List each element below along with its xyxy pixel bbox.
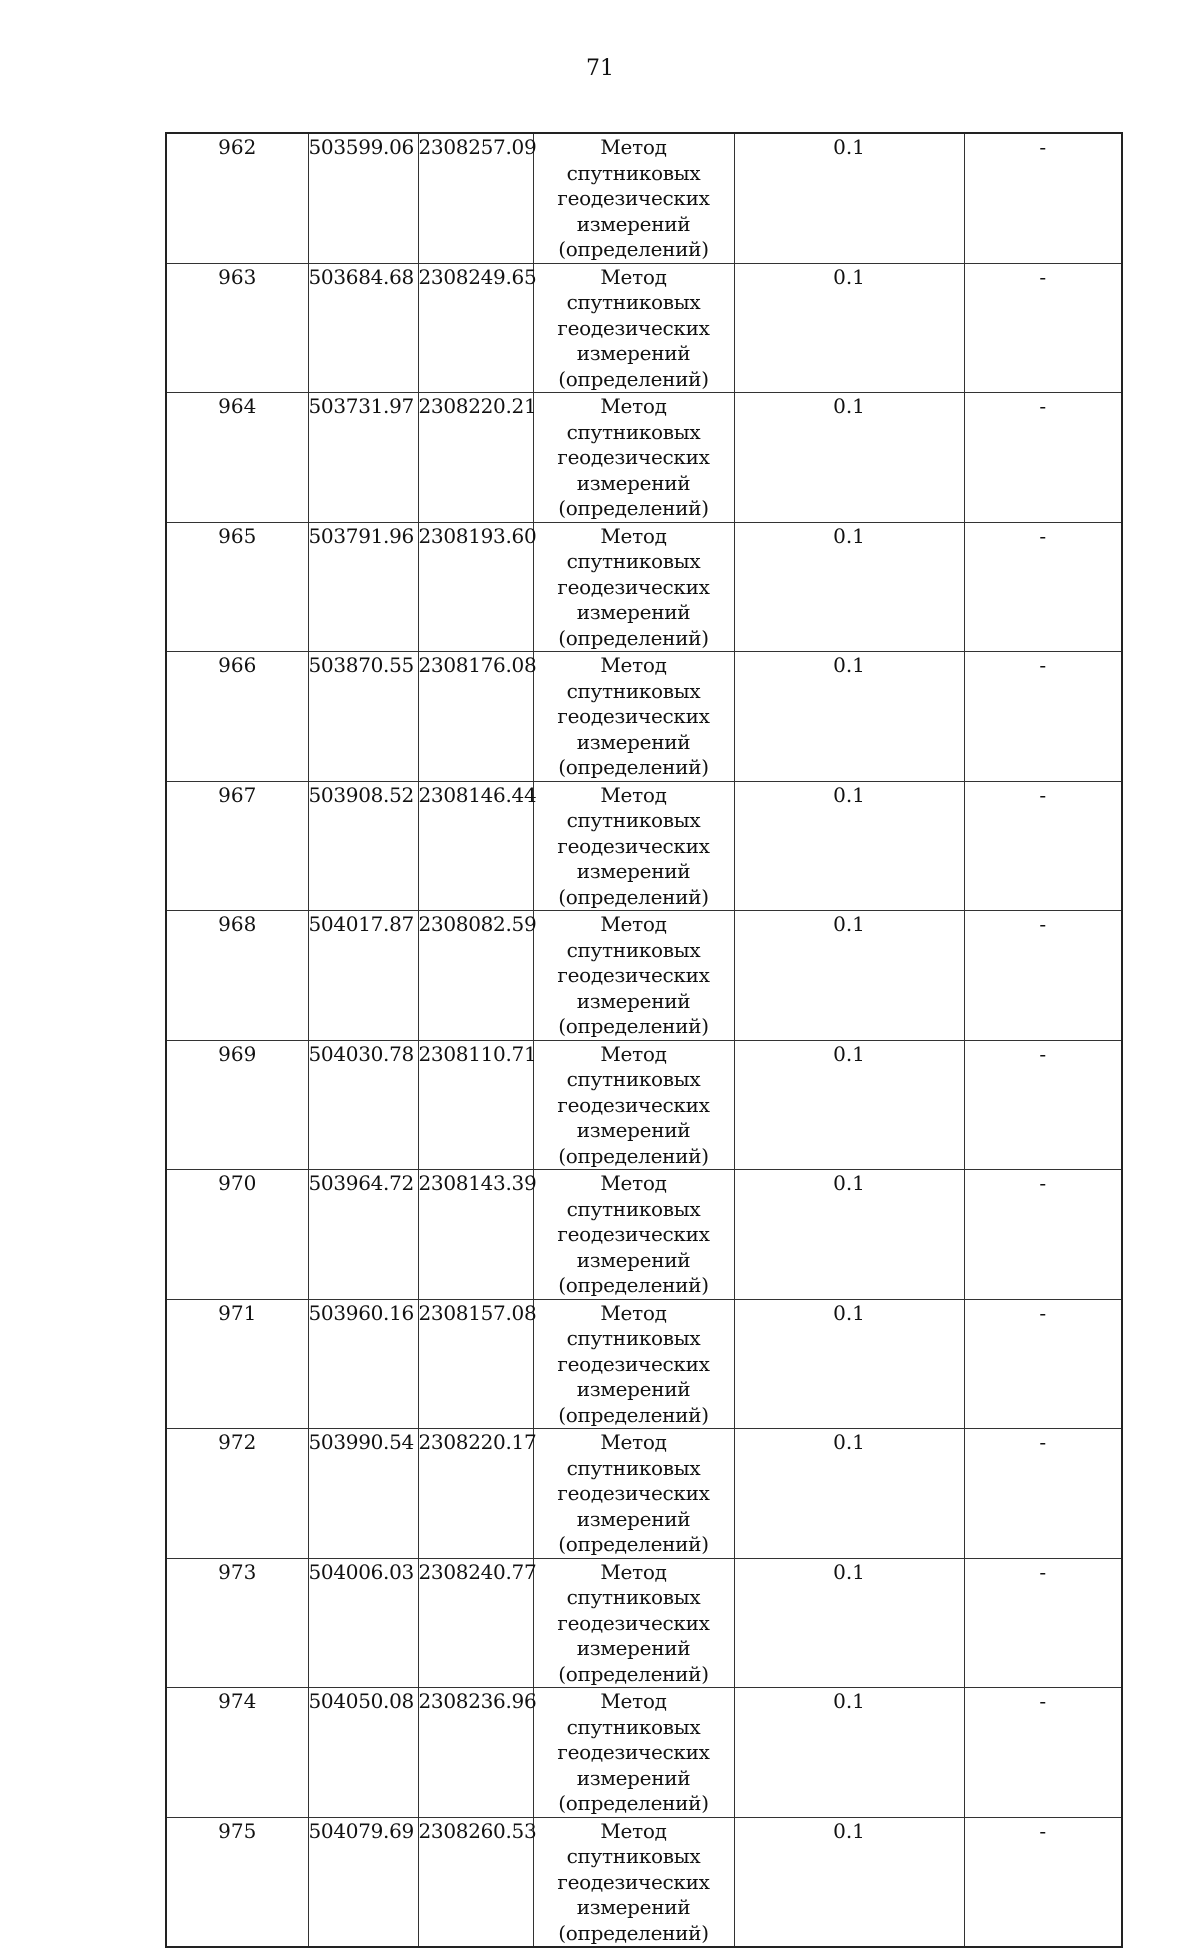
- method-cell: [533, 1558, 734, 1688]
- method-line: Метод спутниковых: [566, 1041, 701, 1091]
- x-coordinate-cell: 503990.54: [308, 1429, 418, 1559]
- y-coordinate-cell: 2308220.17: [418, 1429, 533, 1559]
- description-cell: -: [964, 1040, 1122, 1170]
- y-coordinate-cell: 2308082.59: [418, 911, 533, 1041]
- method-line: геодезических: [557, 574, 710, 599]
- method-cell: [533, 1299, 734, 1429]
- table-row: [166, 393, 1122, 523]
- method-line: измерений: [576, 470, 691, 495]
- point-number-cell: 969: [166, 1040, 308, 1170]
- method-line: измерений: [576, 1377, 691, 1401]
- accuracy-cell: 0.1: [734, 1170, 964, 1300]
- y-coordinate-cell: 2308249.65: [418, 263, 533, 393]
- method-line: Метод спутниковых: [566, 1171, 701, 1221]
- point-number-cell: 962: [166, 133, 308, 263]
- method-line: Метод спутниковых: [566, 135, 701, 185]
- y-coordinate-cell: 2308146.44: [418, 781, 533, 911]
- method-line: Метод спутниковых: [566, 1300, 701, 1350]
- description-cell: -: [964, 1817, 1122, 1947]
- method-line: Метод спутниковых: [566, 394, 701, 444]
- table-row: [166, 522, 1122, 652]
- method-line: Метод спутниковых: [566, 782, 701, 832]
- method-cell: [533, 133, 734, 263]
- method-line: геодезических: [557, 704, 710, 728]
- method-line: измерений: [576, 1247, 691, 1272]
- x-coordinate-cell: 504079.69: [308, 1817, 418, 1947]
- point-number-cell: 971: [166, 1299, 308, 1429]
- method-line: измерений: [576, 600, 691, 624]
- method-line: измерений: [576, 1506, 691, 1531]
- accuracy-cell: 0.1: [734, 1558, 964, 1688]
- method-line: (определений): [558, 625, 709, 650]
- accuracy-cell: 0.1: [734, 522, 964, 652]
- y-coordinate-cell: 2308240.77: [418, 1558, 533, 1688]
- method-cell: [533, 1688, 734, 1818]
- accuracy-cell: 0.1: [734, 133, 964, 263]
- point-number-cell: 974: [166, 1688, 308, 1818]
- method-line: Метод спутниковых: [566, 912, 701, 962]
- method-line: (определений): [558, 1273, 709, 1297]
- accuracy-cell: 0.1: [734, 393, 964, 523]
- x-coordinate-cell: 504006.03: [308, 1558, 418, 1688]
- description-cell: -: [964, 263, 1122, 393]
- description-cell: -: [964, 1299, 1122, 1429]
- description-cell: -: [964, 133, 1122, 263]
- accuracy-cell: 0.1: [734, 1299, 964, 1429]
- y-coordinate-cell: 2308143.39: [418, 1170, 533, 1300]
- table-row: [166, 1170, 1122, 1300]
- description-cell: -: [964, 1429, 1122, 1559]
- method-cell: [533, 1429, 734, 1559]
- description-cell: -: [964, 652, 1122, 782]
- method-line: Метод спутниковых: [566, 264, 701, 314]
- x-coordinate-cell: 503731.97: [308, 393, 418, 523]
- method-line: (определений): [558, 1532, 709, 1556]
- point-number-cell: 972: [166, 1429, 308, 1559]
- point-number-cell: 965: [166, 522, 308, 652]
- table-row: [166, 1040, 1122, 1170]
- x-coordinate-cell: 503964.72: [308, 1170, 418, 1300]
- method-line: Метод спутниковых: [566, 1430, 701, 1480]
- method-line: Метод спутниковых: [566, 523, 701, 573]
- table-row: [166, 781, 1122, 911]
- method-line: геодезических: [557, 186, 710, 210]
- table-row: [166, 133, 1122, 263]
- accuracy-cell: 0.1: [734, 652, 964, 782]
- table-row: [166, 1558, 1122, 1688]
- point-number-cell: 966: [166, 652, 308, 782]
- method-line: (определений): [558, 884, 709, 909]
- x-coordinate-cell: 504017.87: [308, 911, 418, 1041]
- accuracy-cell: 0.1: [734, 781, 964, 911]
- method-line: (определений): [558, 1920, 709, 1945]
- method-line: геодезических: [557, 1351, 710, 1376]
- point-number-cell: 967: [166, 781, 308, 911]
- table-row: [166, 1429, 1122, 1559]
- method-line: геодезических: [557, 445, 710, 469]
- y-coordinate-cell: 2308220.21: [418, 393, 533, 523]
- coordinates-table: [165, 132, 1123, 1948]
- description-cell: -: [964, 1688, 1122, 1818]
- method-line: (определений): [558, 1661, 709, 1686]
- description-cell: -: [964, 522, 1122, 652]
- x-coordinate-cell: 503599.06: [308, 133, 418, 263]
- table-row: [166, 263, 1122, 393]
- x-coordinate-cell: 504050.08: [308, 1688, 418, 1818]
- method-line: геодезических: [557, 1869, 710, 1894]
- method-line: геодезических: [557, 1481, 710, 1505]
- method-line: измерений: [576, 1118, 691, 1142]
- method-line: (определений): [558, 1014, 709, 1038]
- method-line: измерений: [576, 729, 691, 754]
- y-coordinate-cell: 2308260.53: [418, 1817, 533, 1947]
- method-line: (определений): [558, 1402, 709, 1427]
- point-number-cell: 963: [166, 263, 308, 393]
- x-coordinate-cell: 503791.96: [308, 522, 418, 652]
- accuracy-cell: 0.1: [734, 1817, 964, 1947]
- method-line: измерений: [576, 341, 691, 365]
- y-coordinate-cell: 2308176.08: [418, 652, 533, 782]
- method-cell: [533, 1817, 734, 1947]
- method-line: геодезических: [557, 1222, 710, 1246]
- method-line: (определений): [558, 366, 709, 391]
- y-coordinate-cell: 2308157.08: [418, 1299, 533, 1429]
- point-number-cell: 964: [166, 393, 308, 523]
- method-line: геодезических: [557, 833, 710, 858]
- method-cell: [533, 652, 734, 782]
- method-line: геодезических: [557, 1092, 710, 1117]
- method-cell: [533, 522, 734, 652]
- description-cell: -: [964, 393, 1122, 523]
- x-coordinate-cell: 503684.68: [308, 263, 418, 393]
- method-line: Метод спутниковых: [566, 1818, 701, 1868]
- method-cell: [533, 393, 734, 523]
- method-cell: [533, 911, 734, 1041]
- method-line: геодезических: [557, 1740, 710, 1764]
- accuracy-cell: 0.1: [734, 1688, 964, 1818]
- table-row: [166, 1817, 1122, 1947]
- method-line: измерений: [576, 211, 691, 236]
- accuracy-cell: 0.1: [734, 263, 964, 393]
- method-cell: [533, 781, 734, 911]
- method-line: Метод спутниковых: [566, 653, 701, 703]
- accuracy-cell: 0.1: [734, 911, 964, 1041]
- point-number-cell: 970: [166, 1170, 308, 1300]
- x-coordinate-cell: 504030.78: [308, 1040, 418, 1170]
- method-line: Метод спутниковых: [566, 1689, 701, 1739]
- y-coordinate-cell: 2308110.71: [418, 1040, 533, 1170]
- method-cell: [533, 1040, 734, 1170]
- x-coordinate-cell: 503960.16: [308, 1299, 418, 1429]
- point-number-cell: 968: [166, 911, 308, 1041]
- description-cell: -: [964, 1558, 1122, 1688]
- table-body: [166, 133, 1122, 1947]
- y-coordinate-cell: 2308193.60: [418, 522, 533, 652]
- method-line: (определений): [558, 237, 709, 261]
- method-line: (определений): [558, 755, 709, 779]
- method-line: геодезических: [557, 963, 710, 987]
- description-cell: -: [964, 1170, 1122, 1300]
- method-line: (определений): [558, 1143, 709, 1168]
- x-coordinate-cell: 503908.52: [308, 781, 418, 911]
- method-line: измерений: [576, 859, 691, 883]
- method-line: измерений: [576, 1765, 691, 1790]
- y-coordinate-cell: 2308236.96: [418, 1688, 533, 1818]
- table-row: [166, 652, 1122, 782]
- method-line: измерений: [576, 1636, 691, 1660]
- description-cell: -: [964, 911, 1122, 1041]
- table-row: [166, 1299, 1122, 1429]
- method-cell: [533, 263, 734, 393]
- method-line: геодезических: [557, 1610, 710, 1635]
- method-line: геодезических: [557, 315, 710, 340]
- point-number-cell: 973: [166, 1558, 308, 1688]
- point-number-cell: 975: [166, 1817, 308, 1947]
- y-coordinate-cell: 2308257.09: [418, 133, 533, 263]
- description-cell: -: [964, 781, 1122, 911]
- method-line: измерений: [576, 1895, 691, 1919]
- x-coordinate-cell: 503870.55: [308, 652, 418, 782]
- method-cell: [533, 1170, 734, 1300]
- table-row: [166, 1688, 1122, 1818]
- method-line: измерений: [576, 988, 691, 1013]
- accuracy-cell: 0.1: [734, 1429, 964, 1559]
- method-line: (определений): [558, 496, 709, 520]
- method-line: Метод спутниковых: [566, 1559, 701, 1609]
- method-line: (определений): [558, 1791, 709, 1815]
- accuracy-cell: 0.1: [734, 1040, 964, 1170]
- table-row: [166, 911, 1122, 1041]
- page-number: 71: [586, 56, 614, 81]
